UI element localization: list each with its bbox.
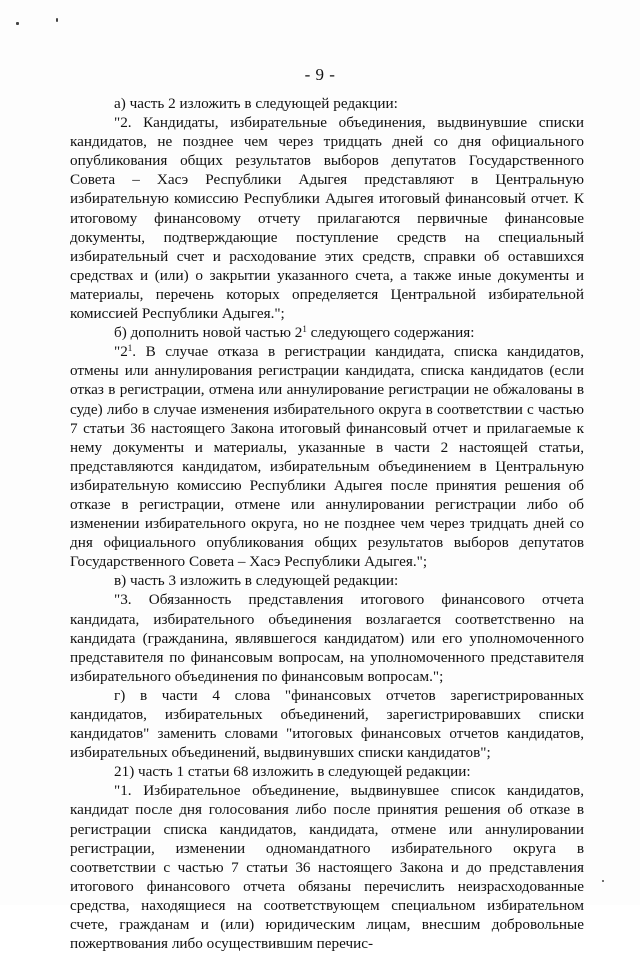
paragraph-amendment-a: а) часть 2 изложить в следующей редакции: [114, 95, 398, 112]
scan-speck [16, 22, 19, 25]
text-run: . В случае отказа в регистрации кандидата, списка кандидатов, отмены или аннулирования регистрации кандидата, списка кандидатов (если отказ в регистрации, отмена или аннулирование регистрации не обжалованы в суде) либо в случае изменения избирательного округа в соответствии с частью 7 статьи 36 настоящего Закона итоговый финансовый отчет и прилагаемые к нему документы и материалы, указанные в части 2 настоящей статьи, представляются кандидатом, избирательным объединением в Центральную избирательную комиссию Республики Адыгея после принятия решения об отказе в регистрации, отмене или аннулировании регистрации либо об изменении избирательного округа, но не позднее чем через тридцать дней со дня официального опубликования общих результатов выборов депутатов Государственного Совета – Хасэ Республики Адыгея."; [70, 343, 584, 571]
page-number: - 9 - [304, 65, 336, 84]
scan-speck [56, 18, 58, 22]
text-run: б) дополнить новой частью 2 [114, 324, 303, 342]
text-run: "2 [114, 343, 128, 361]
paragraph-item-21: 21) часть 1 статьи 68 изложить в следующей редакции: [114, 763, 471, 781]
paragraph-part-2-1-text [70, 342, 584, 571]
superscript: 1 [127, 343, 133, 354]
document-body [70, 94, 584, 953]
paragraph-amendment-v: в) часть 3 изложить в следующей редакции: [114, 572, 399, 590]
paragraph-part-2-text: "2. Кандидаты, избирательные объединения, выдвинувшие списки кандидатов, не позднее чем через тридцать дней со дня официального опубликования общих результатов выборов депутатов Государственного Совета – Хасэ Республики Адыгея представляют в Центральную избирательную комиссию Республики Адыгея итоговый финансовый отчет. К итоговому финансовому отчету прилагаются первичные финансовые документы, подтверждающие поступление средств на специальный избирательный счет и расходование этих средств, справки об оставшихся средствах и (или) о закрытии указанного счета, а также иные документы и материалы, перечень которых определяется Центральной избирательной комиссией Республики Адыгея."; [70, 114, 584, 323]
paragraph-amendment-g: г) в части 4 слова "финансовых отчетов зарегистрированных кандидатов, избирательных объединений, зарегистрировавших списки кандидатов" заменить словами "итоговых финансовых отчетов кандидатов, избирательных объединений, выдвинувших списки кандидатов"; [70, 686, 584, 762]
paragraph-amendment-b [70, 323, 584, 342]
paragraph-article-68-part-1: "1. Избирательное объединение, выдвинувшее список кандидатов, кандидат после дня голосования либо после принятия решения об отказе в регистрации списка кандидатов, кандидата, отмене или аннулировании регистрации, изменении одномандатного избирательного округа в соответствии с частью 7 статьи 36 настоящего Закона и до представления итогового финансового отчета обязаны перечислить неизрасходованные средства, находящиеся на соответствующем специальном избирательном счете, гражданам и (или) юридическим лицам, внесшим добровольные пожертвования либо осуществившим перечис- [70, 782, 584, 953]
paragraph-part-3-text: "3. Обязанность представления итогового финансового отчета кандидата, избирательного объединения возлагается соответственно на кандидата (гражданина, являвшегося кандидатом) или его уполномоченного представителя по финансовым вопросам, на уполномоченного представителя избирательного объединения по финансовым вопросам."; [70, 591, 584, 685]
scan-speck [602, 880, 604, 882]
text-run: следующего содержания: [306, 324, 475, 342]
superscript: 1 [302, 324, 307, 335]
